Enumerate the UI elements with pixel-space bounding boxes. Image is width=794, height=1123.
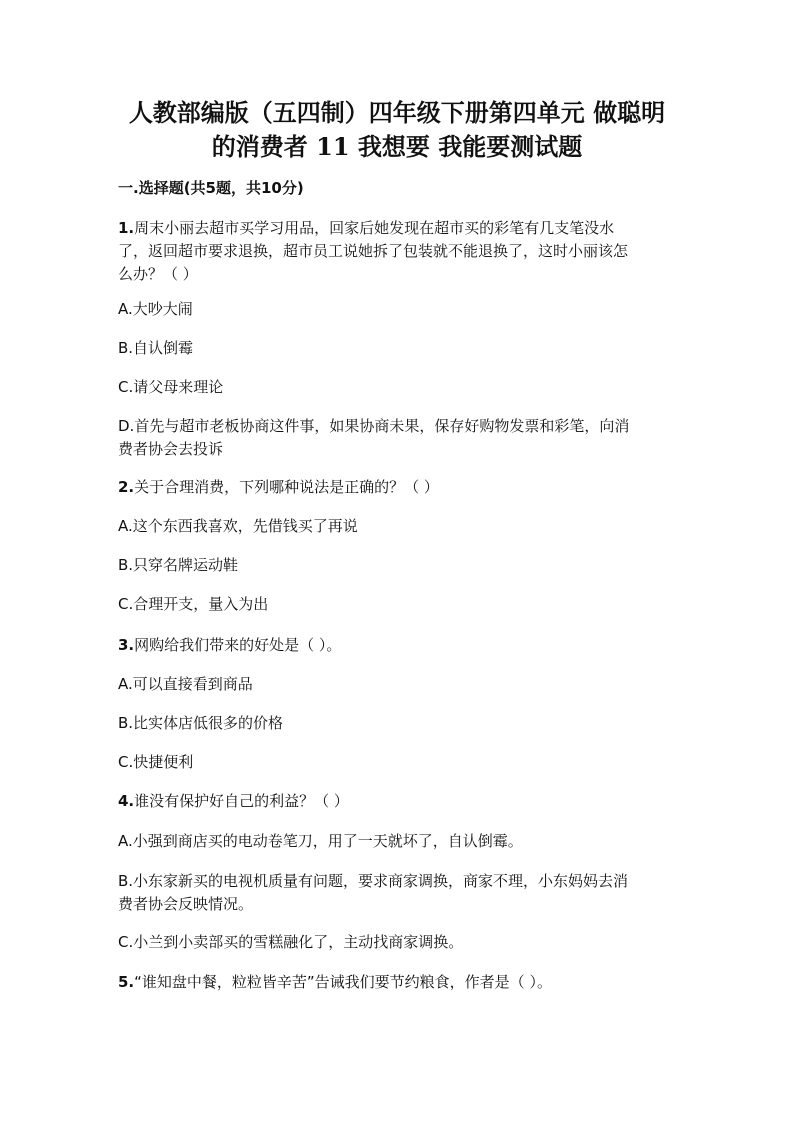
question-4-option-b-line-2: 费者协会反映情况。 [118, 895, 254, 913]
question-1-option-c: C.请父母来理论 [118, 378, 224, 396]
question-2-stem: 2.关于合理消费，下列哪种说法是正确的？（ ） [118, 478, 439, 496]
question-5-stem: 5.“谁知盘中餐，粒粒皆辛苦”告诫我们要节约粮食，作者是（ ）。 [118, 973, 552, 991]
question-1-option-d-line-2: 费者协会去投诉 [118, 440, 224, 458]
question-1-option-d-line-1: D.首先与超市老板协商这件事，如果协商未果，保存好购物发票和彩笔，向消 [118, 417, 630, 435]
question-2-option-b: B.只穿名牌运动鞋 [118, 556, 239, 574]
question-1-number: 1. [118, 219, 135, 237]
question-4-option-c: C.小兰到小卖部买的雪糕融化了，主动找商家调换。 [118, 933, 464, 951]
question-3-option-b: B.比实体店低很多的价格 [118, 714, 284, 732]
question-4-option-a: A.小强到商店买的电动卷笔刀，用了一天就坏了，自认倒霉。 [118, 832, 523, 850]
question-2-number: 2. [118, 478, 135, 496]
question-3-number: 3. [118, 636, 135, 654]
question-3-option-a: A.可以直接看到商品 [118, 675, 253, 693]
title-line-1: 人教部编版（五四制）四年级下册第四单元 做聪明 [128, 98, 666, 127]
question-1-option-a: A.大吵大闹 [118, 300, 193, 318]
question-2-option-c: C.合理开支，量入为出 [118, 595, 269, 613]
question-2-option-a: A.这个东西我喜欢，先借钱买了再说 [118, 517, 358, 535]
question-1-option-b: B.自认倒霉 [118, 339, 194, 357]
question-3-stem: 3.网购给我们带来的好处是（ ）。 [118, 636, 342, 654]
question-4-number: 4. [118, 792, 135, 810]
question-1-stem-line-1: 1.周末小丽去超市买学习用品，回家后她发现在超市买的彩笔有几支笔没水 [118, 219, 615, 237]
question-4-stem: 4.谁没有保护好自己的利益？（ ） [118, 792, 349, 810]
section-heading: 一.选择题(共5题，共10分) [118, 179, 304, 197]
title-line-2: 的消费者 11 我想要 我能要测试题 [211, 132, 583, 161]
question-5-number: 5. [118, 973, 135, 991]
question-3-option-c: C.快捷便利 [118, 753, 194, 771]
question-1-stem-line-2: 了，返回超市要求退换，超市员工说她拆了包装就不能退换了，这时小丽该怎 [118, 242, 629, 260]
question-1-stem-line-3: 么办？（ ） [118, 265, 198, 283]
question-4-option-b-line-1: B.小东家新买的电视机质量有问题，要求商家调换，商家不理，小东妈妈去消 [118, 872, 629, 890]
